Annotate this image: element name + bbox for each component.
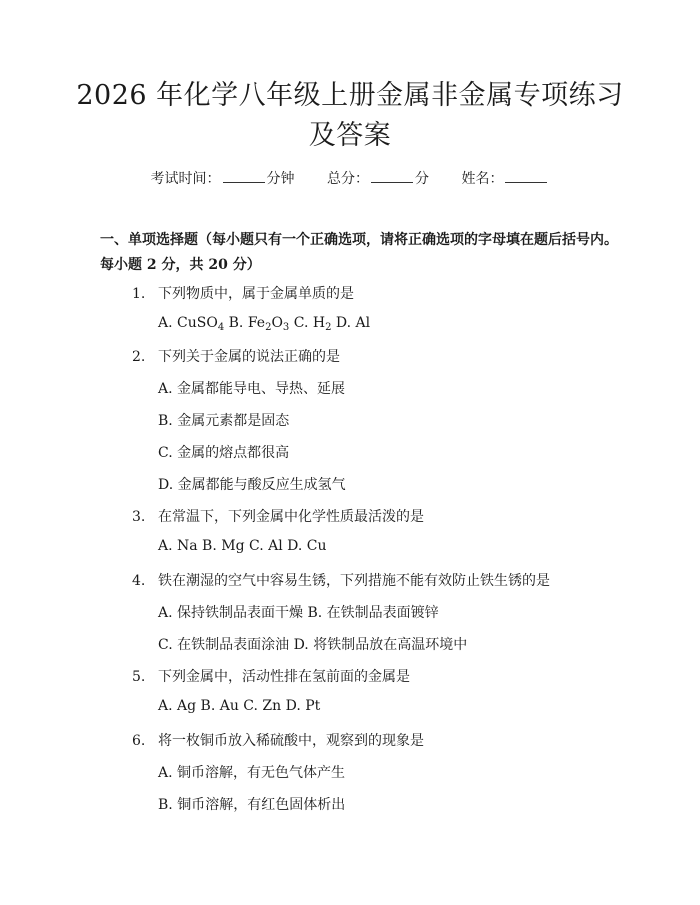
question-6-option-b: B. 铜币溶解，有红色固体析出 <box>158 797 346 813</box>
document-title <box>60 76 640 156</box>
time-blank[interactable] <box>223 170 265 183</box>
question-4: 4. 铁在潮湿的空气中容易生锈，下列措施不能有效防止铁生锈的是 <box>132 573 550 589</box>
question-2-option-a: A. 金属都能导电、导热、延展 <box>158 381 346 397</box>
question-3-options: A. Na B. Mg C. Al D. Cu <box>158 538 327 554</box>
question-3: 3. 在常温下，下列金属中化学性质最活泼的是 <box>132 509 424 525</box>
question-2-option-d: D. 金属都能与酸反应生成氢气 <box>158 477 346 493</box>
question-1-options: A. CuSO$_4$ B. $Fe_2O_3$ C. $H_2$ D. Al <box>158 315 371 333</box>
exam-info-line <box>0 168 700 188</box>
question-4-options-cd: C. 在铁制品表面涂油 D. 将铁制品放在高温环境中 <box>158 637 468 653</box>
score-blank[interactable] <box>371 170 413 183</box>
section-heading-single-choice: 一、单项选择题（每小题只有一个正确选项，请将正确选项的字母填在题后括号内。每小题 2 分，共 20 分） <box>100 232 618 273</box>
question-5: 5. 下列金属中，活动性排在氢前面的金属是 <box>132 669 410 685</box>
title-line-2: 及答案 <box>308 120 392 151</box>
question-2: 2. 下列关于金属的说法正确的是 <box>132 349 340 365</box>
question-2-option-b: B. 金属元素都是固态 <box>158 413 290 429</box>
question-6: 6. 将一枚铜币放入稀硫酸中，观察到的现象是 <box>132 733 424 749</box>
student-name <box>461 171 549 187</box>
time-label: 考试时间： <box>150 171 221 187</box>
question-4-options-ab: A. 保持铁制品表面干燥 B. 在铁制品表面镀锌 <box>158 605 439 621</box>
question-2-option-c: C. 金属的熔点都很高 <box>158 445 290 461</box>
total-score <box>327 171 429 187</box>
score-unit: 分 <box>415 171 429 187</box>
score-label: 总分： <box>327 171 369 187</box>
exam-time <box>151 171 295 187</box>
question-1: 1. 下列物质中，属于金属单质的是 <box>132 286 354 302</box>
name-label: 姓名： <box>461 171 504 187</box>
time-unit: 分钟 <box>266 171 295 187</box>
title-line-1: 2026 年化学八年级上册金属非金属专项练习 <box>76 80 624 111</box>
name-blank[interactable] <box>505 170 547 183</box>
question-6-option-a: A. 铜币溶解，有无色气体产生 <box>158 765 346 781</box>
question-5-options: A. Ag B. Au C. Zn D. Pt <box>158 698 321 714</box>
